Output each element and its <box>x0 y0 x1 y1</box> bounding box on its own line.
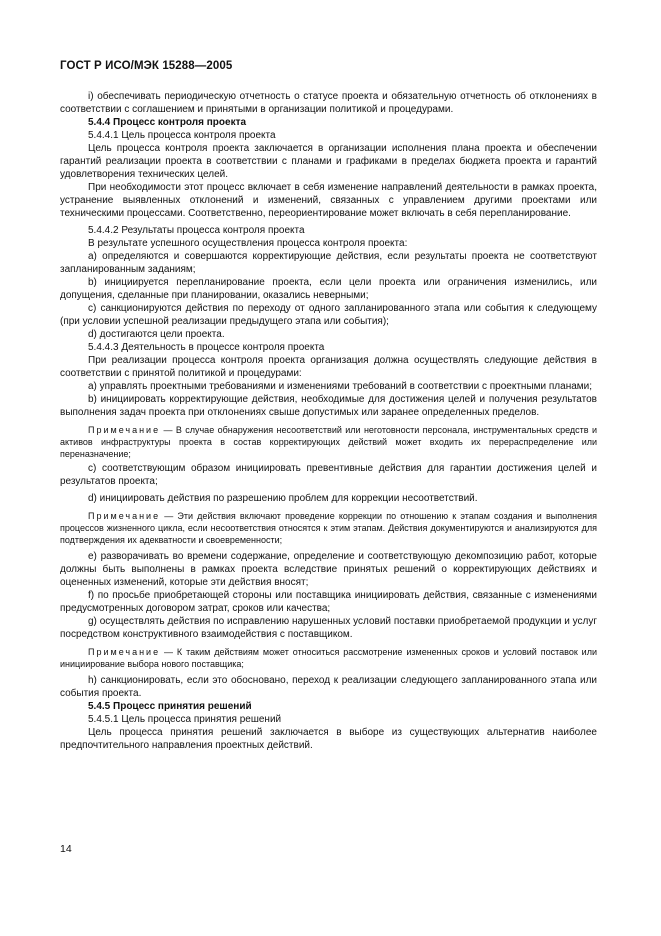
note-label: Примечание <box>88 425 161 435</box>
note <box>60 424 597 460</box>
list-item: а) определяются и совершаются корректирующие действия, если результаты проекта не соответствуют запланированным заданиям; <box>60 251 597 275</box>
note-label: Примечание <box>88 511 161 521</box>
list-item: b) инициировать корректирующие действия, необходимые для достижения целей и получения результатов выполнения задач проекта при отклонениях свыше допустимых или заранее определенных пределов. <box>60 394 597 418</box>
list-item: c) соответствующим образом инициировать превентивные действия для гарантии достижения целей и результатов проекта; <box>60 463 597 487</box>
list-item: d) инициировать действия по разрешению проблем для коррекции несоответствий. <box>88 493 478 504</box>
subsection-heading: 5.4.5.1 Цель процесса принятия решений <box>88 714 282 725</box>
page-number: 14 <box>60 843 72 855</box>
list-item: d) достигаются цели проекта. <box>88 329 225 340</box>
section-heading: 5.4.4 Процесс контроля проекта <box>88 117 247 128</box>
list-item: а) управлять проектными требованиями и изменениями требований в соответствии с проектными планами; <box>88 381 593 392</box>
list-item: f) по просьбе приобретающей стороны или поставщика инициировать действия, связанные с изменениями предусмотренных договором затрат, сроков или качества; <box>60 590 597 614</box>
list-item: e) разворачивать во времени содержание, определение и соответствующую декомпозицию работ, которые должны быть выполнены в рамках проекта вследствие принятых решений о корректирующих действиях и оцененных изменений, которые эти действия вносят; <box>60 551 597 588</box>
list-item: b) инициируется перепланирование проекта, если цели проекта или ограничения изменились, или допущения, сделанные при планировании, оказались неверными; <box>60 277 597 301</box>
subsection-heading: 5.4.4.3 Деятельность в процессе контроля проекта <box>88 342 325 353</box>
document-body <box>60 90 597 752</box>
subsection-heading: 5.4.4.1 Цель процесса контроля проекта <box>88 130 276 141</box>
note-label: Примечание <box>88 647 161 657</box>
note-text: — Эти действия включают проведение коррекции по отношению к этапам создания и выполнения процессов жизненного цикла, если несоответствия относятся к этим этапам. Действия документируются и анализируются для подтверждения их адекватности и своевременности; <box>60 511 597 545</box>
note-text: — К таким действиям может относиться рассмотрение измененных сроков и условий поставок или инициирование выбора нового поставщика; <box>60 647 597 669</box>
note <box>60 646 597 670</box>
list-item: h) санкционировать, если это обосновано, переход к реализации следующего запланированного этапа или события проекта. <box>60 675 597 699</box>
note <box>60 510 597 546</box>
paragraph: В результате успешного осуществления процесса контроля проекта: <box>88 238 408 249</box>
subsection-heading: 5.4.4.2 Результаты процесса контроля проекта <box>88 225 305 236</box>
paragraph: i) обеспечивать периодическую отчетность о статусе проекта и обязательную отчетность об отклонениях в соответствии с соглашением и принятыми в организации политикой и процедурами. <box>60 91 597 115</box>
list-item: c) санкционируются действия по переходу от одного запланированного этапа или события к следующему (при условии успешной реализации предыдущего этапа или события); <box>60 303 597 327</box>
note-text: — В случае обнаружения несоответствий или неготовности персонала, инструментальных средств и активов инфраструктуры проекта в состав корректирующих действий может входить их перераспределение или переназначение; <box>60 425 597 459</box>
list-item: g) осуществлять действия по исправлению нарушенных условий поставки приобретаемой продукции и услуг посредством конструктивного взаимодействия с поставщиком. <box>60 616 597 640</box>
paragraph: Цель процесса принятия решений заключается в выборе из существующих альтернатив наиболее предпочтительного направления проектных действий. <box>60 727 597 751</box>
document-header: ГОСТ Р ИСО/МЭК 15288—2005 <box>60 60 233 72</box>
section-heading: 5.4.5 Процесс принятия решений <box>88 701 252 712</box>
paragraph: При необходимости этот процесс включает в себя изменение направлений деятельности в рамках проекта, устранение выявленных отклонений и изменений, связанных с управлением другими проектами или техническими процессами. Соответственно, переориентирование может включать в себя перепланирование. <box>60 182 597 219</box>
paragraph: Цель процесса контроля проекта заключается в организации исполнения плана проекта и обеспечении гарантий реализации проекта в соответствии с планами и графиками в пределах бюджета проекта и гарантий удовлетворения технических целей. <box>60 143 597 180</box>
paragraph: При реализации процесса контроля проекта организация должна осуществлять следующие действия в соответствии с принятой политикой и процедурами: <box>60 355 597 379</box>
